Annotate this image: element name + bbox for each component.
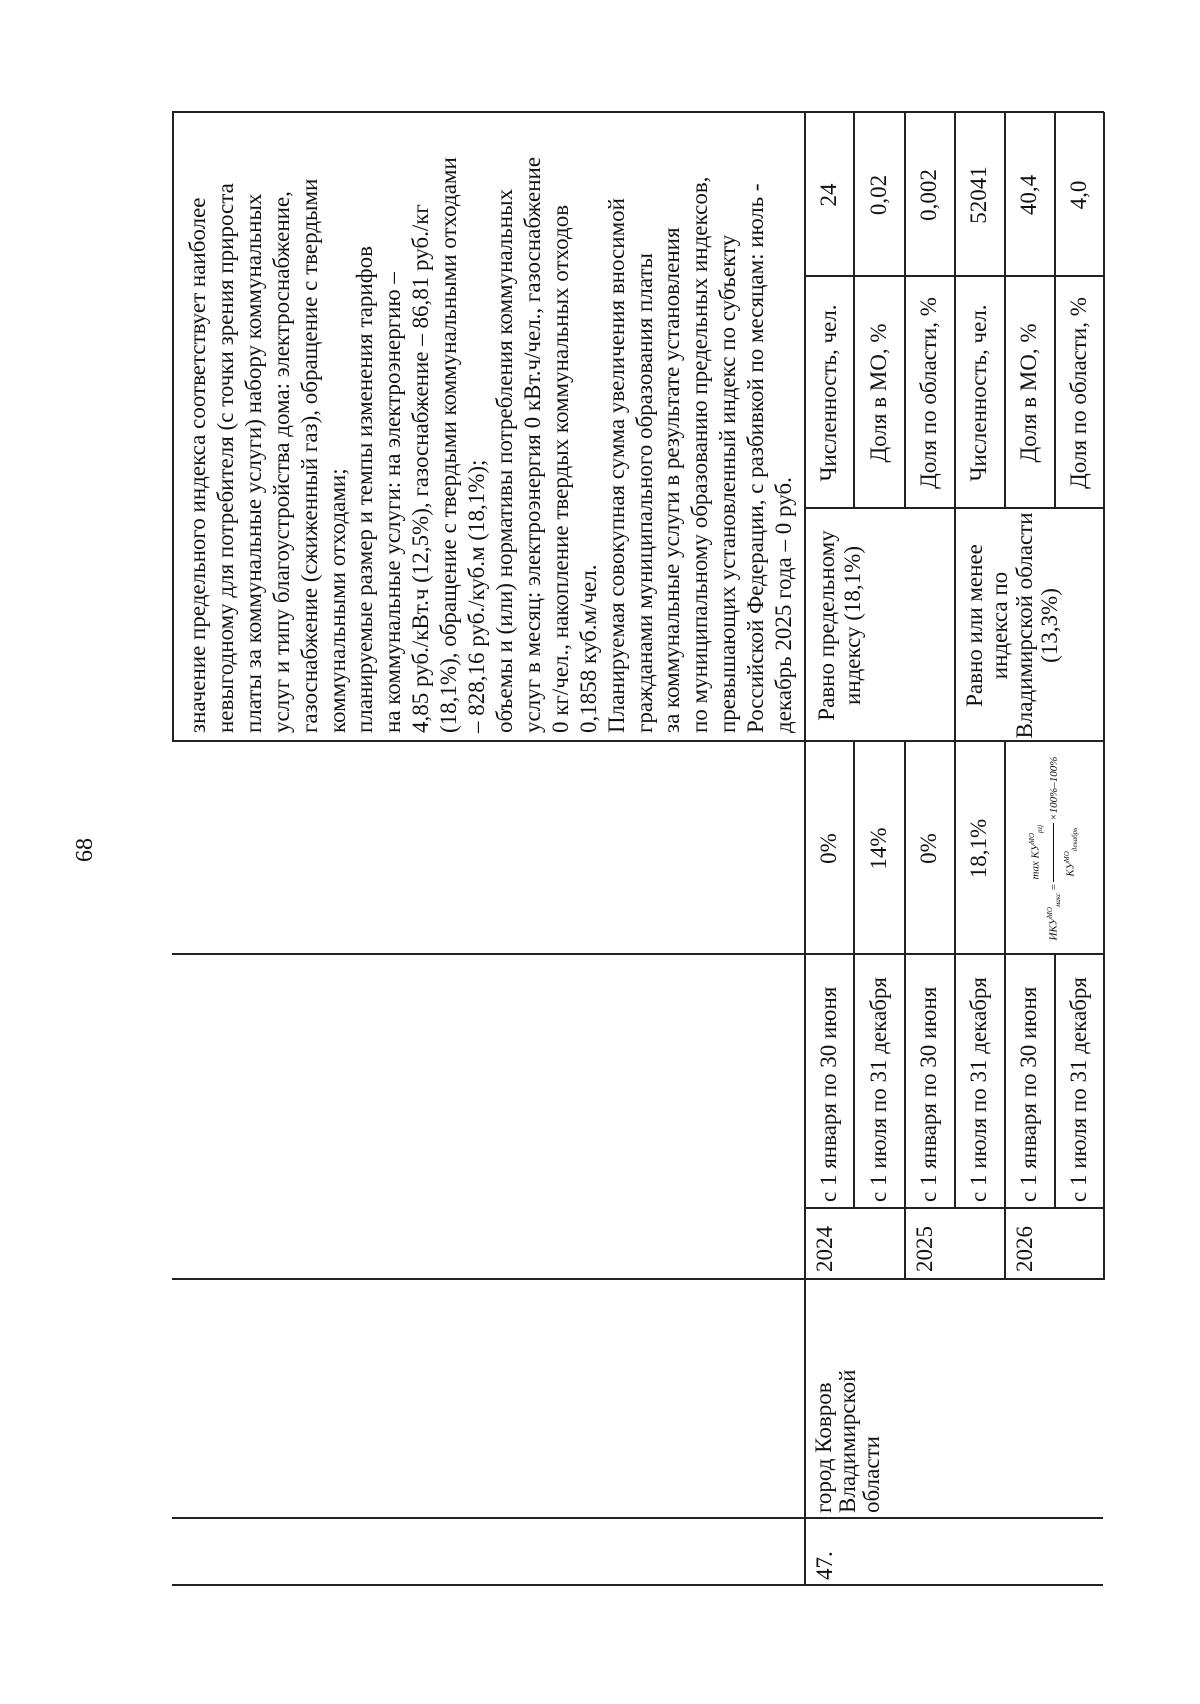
period-cell: с 1 июля по 31 декабря	[1065, 977, 1091, 1202]
criterion-line: индекса по	[987, 571, 1012, 680]
percent-cell: 18,1%	[966, 818, 991, 879]
description-line: значение предельного индекса соответствует наиболее	[185, 197, 210, 733]
description-line: декабрь 2025 года – 0 руб.	[771, 477, 797, 733]
description-line: гражданами муниципального образования платы	[631, 253, 657, 733]
criterion-cell	[804, 509, 954, 742]
municipality-name	[812, 1370, 884, 1513]
municipality-name-line: области	[859, 1436, 884, 1513]
stat-label: Численность, чел.	[816, 304, 841, 482]
table-border	[1103, 112, 1105, 1280]
description-line: Российской Федерации, с разбивкой по месяцам: июль -	[743, 183, 769, 733]
description-line: превышающих установленный индекс по субъекту	[715, 234, 741, 733]
row-number: 47.	[812, 1551, 837, 1580]
stat-label: Доля в МО, %	[1016, 323, 1041, 463]
description-line: 0,1858 куб.м/чел.	[575, 564, 601, 733]
formula-eq: =	[1047, 883, 1060, 891]
description-cell	[172, 113, 804, 742]
percent-cell: 14%	[865, 827, 891, 870]
stat-value: 0,02	[865, 174, 891, 216]
description-line: – 828,16 руб./куб.м (18,1%);	[464, 459, 490, 733]
stat-label: Численность, чел.	[966, 304, 991, 482]
criterion-line: Равно предельному	[814, 530, 839, 721]
description-line: 4,85 руб./кВт.ч (12,5%), газоснабжение – 86,81 руб./кг	[408, 204, 434, 733]
description-line: объемы и (или) нормативы потребления коммунальных	[491, 188, 517, 733]
description-line: услуг в месяц: электроэнергия 0 кВт.ч/чел., газоснабжение	[519, 156, 545, 733]
description-line: невыгодному для потребителя (с точки зрения прироста	[212, 183, 238, 733]
stat-value: 24	[816, 183, 841, 207]
period-cell: с 1 января по 30 июня	[1016, 986, 1041, 1202]
stat-label: Доля в МО, %	[865, 323, 891, 463]
description-line: платы за коммунальные услуги) набору коммунальных	[240, 193, 266, 733]
table-border	[172, 1279, 1103, 1281]
table-border	[172, 1585, 1103, 1587]
description-line: планируемые размер и темпы изменения тарифов	[352, 246, 378, 733]
description-line: по муниципальному образованию предельных индексов,	[687, 176, 713, 733]
year-cell: 2026	[1012, 1226, 1037, 1272]
period-cell: с 1 января по 30 июня	[816, 986, 841, 1202]
criterion-line: Равно или менее	[962, 544, 987, 707]
description-line: за коммунальные услуги в результате установления	[659, 227, 685, 733]
table-border	[172, 1518, 1103, 1520]
stat-value: 4,0	[1065, 180, 1091, 210]
criterion-line: индексу (18,1%)	[840, 546, 865, 706]
stat-value: 40,4	[1016, 174, 1041, 216]
period-cell: с 1 января по 30 июня	[916, 986, 941, 1202]
criterion-cell	[954, 509, 1103, 742]
description-line: услуг и типу благоустройства дома: электроснабжение,	[268, 191, 294, 733]
description-line: 0 кг/чел., накопление твердых коммунальных отходов	[547, 204, 573, 733]
stat-value: 0,002	[916, 169, 941, 221]
municipality-name-line: Владимирской	[835, 1369, 860, 1513]
stat-value: 52041	[966, 166, 991, 224]
stat-label: Доля по области, %	[1065, 297, 1091, 489]
year-cell: 2024	[812, 1226, 837, 1272]
stat-label: Доля по области, %	[916, 297, 941, 489]
criterion-line: Владимирской области	[1012, 512, 1037, 739]
description-line: на коммунальные услуги: на электроэнергию –	[380, 272, 406, 733]
description-line: Планируемая совокупная сумма увеличения вносимой	[603, 198, 629, 733]
description-line: коммунальными отходами;	[324, 468, 350, 733]
description-line: (18,1%), обращение с твердыми коммунальными отходами	[436, 157, 462, 733]
formula-cell	[1004, 742, 1103, 955]
period-cell: с 1 июля по 31 декабря	[966, 977, 991, 1202]
formula-tail: ×100%–100%	[1047, 756, 1060, 821]
formula-lhs: $ИКУ^{МО}_{макс}$	[1045, 892, 1062, 941]
percent-cell: 0%	[816, 833, 841, 864]
page-number: 68	[72, 838, 98, 862]
municipality-name-line: город Ковров	[811, 1382, 836, 1513]
formula-fraction: $\max КУ^{МО}_{pzj}$ $КУ^{МО}_{декабрь}$	[1019, 823, 1088, 882]
year-cell: 2025	[912, 1226, 937, 1272]
percent-cell: 0%	[916, 833, 941, 864]
description-line: газоснабжение (сжиженный газ), обращение с твердыми	[296, 178, 322, 733]
period-cell: с 1 июля по 31 декабря	[865, 977, 891, 1202]
criterion-line: (13,3%)	[1037, 588, 1062, 663]
